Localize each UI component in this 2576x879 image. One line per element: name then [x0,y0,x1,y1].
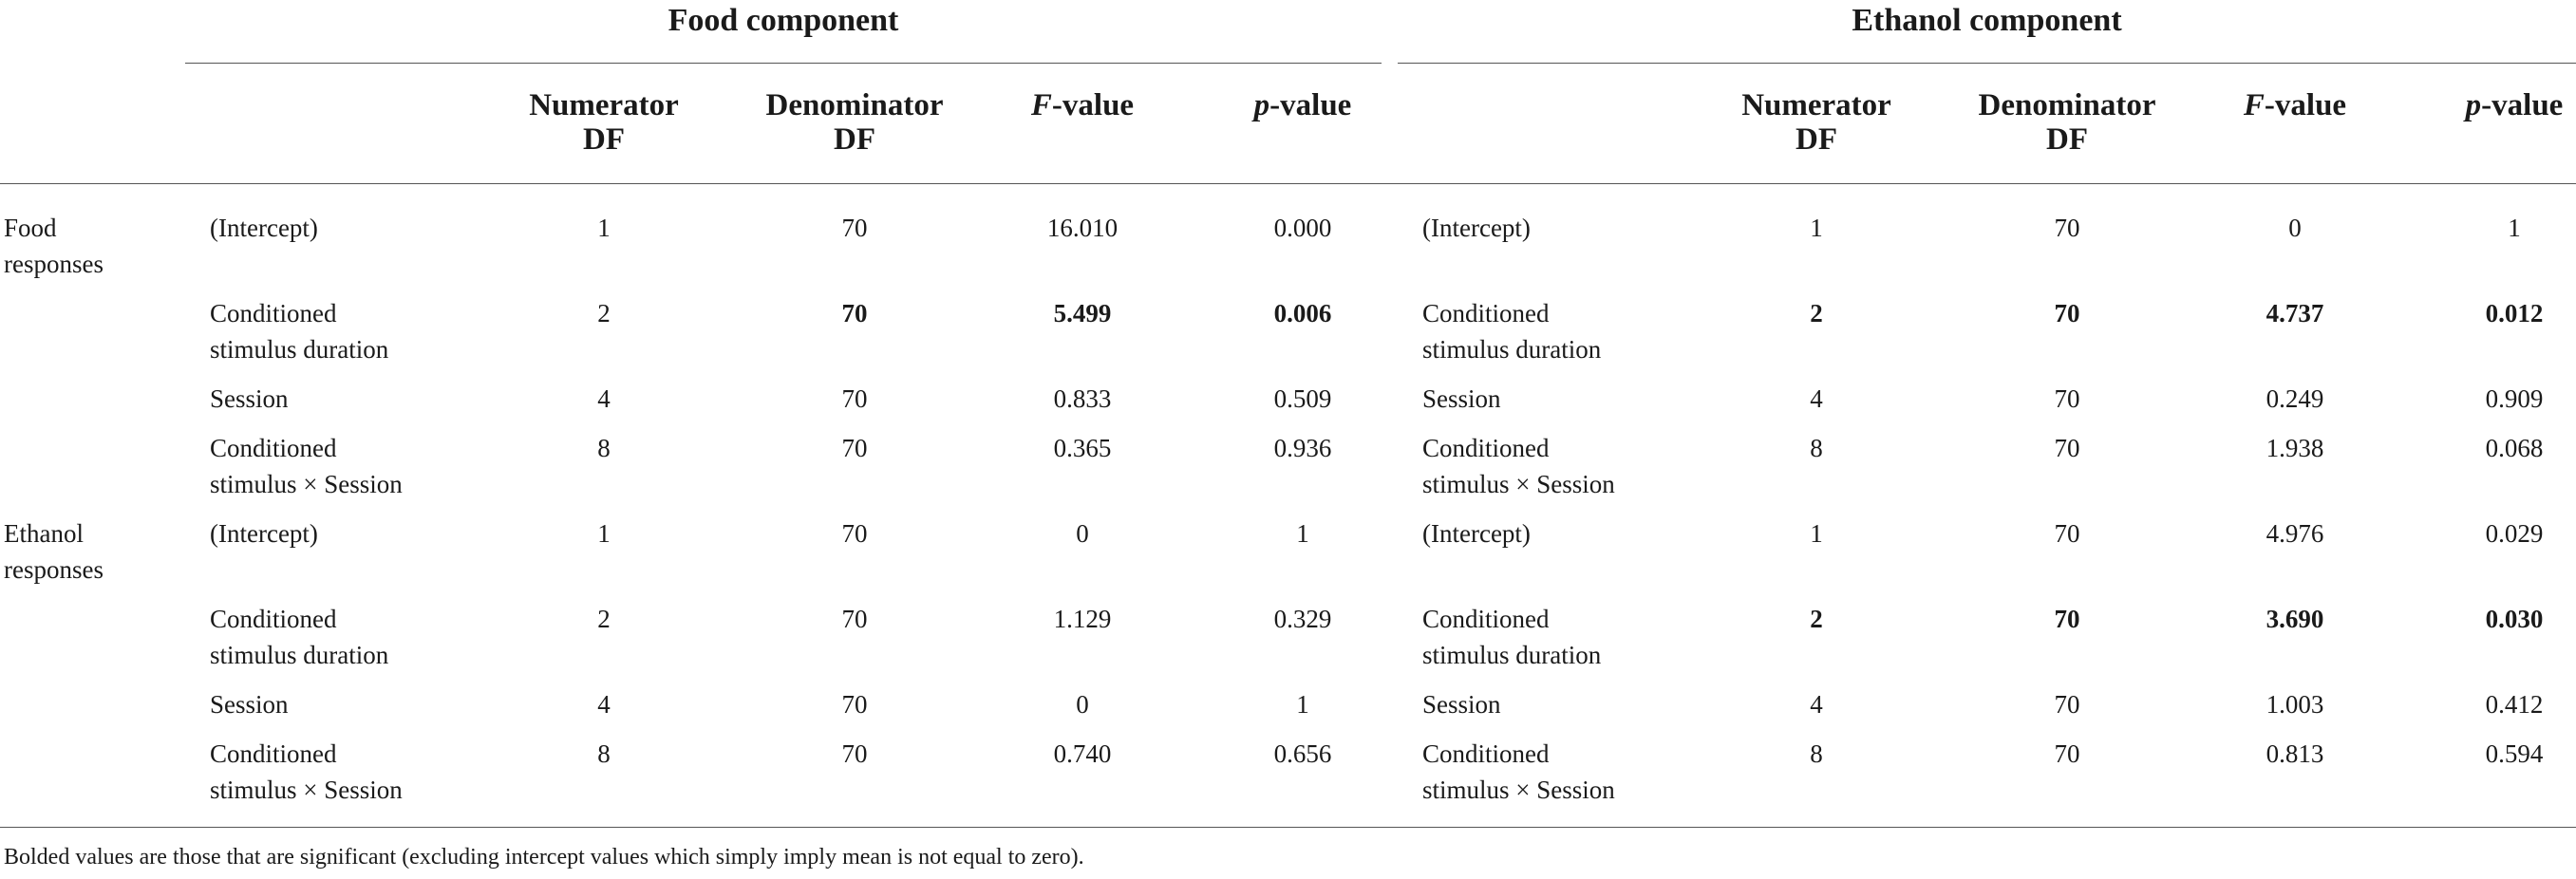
food-f-value-cell: 5.499 [1053,299,1112,327]
food-numerator-df-cell: 8 [597,434,611,462]
food-effect-label: Session [210,690,289,719]
food-numerator-df-cell: 2 [597,299,611,327]
ethanol-p-value-cell: 0.909 [2485,384,2544,413]
ethanol-denominator-df-header: Denominator DF [1978,88,2156,157]
food-denominator-df-cell: 70 [841,299,868,327]
ethanol-effect-label: Session [1422,690,1501,719]
ethanol-effect-label: Conditioned stimulus × Session [1422,739,1615,804]
bottom-rule [0,827,2576,828]
food-p-value-cell: 0.656 [1273,739,1332,768]
ethanol-f-value-cell: 1.003 [2266,690,2324,719]
food-f-value-cell: 0.833 [1053,384,1112,413]
ethanol-f-value-cell: 0.249 [2266,384,2324,413]
food-f-value-cell: 0.740 [1053,739,1112,768]
ethanol-denominator-df-cell: 70 [2054,605,2080,633]
food-numerator-df-cell: 4 [597,690,611,719]
ethanol-f-value-header: F-value [2243,88,2347,122]
ethanol-f-value-cell: 3.690 [2266,605,2324,633]
food-p-value-cell: 0.329 [1273,605,1332,633]
food-effect-label: (Intercept) [210,214,318,242]
ethanol-effect-label: Conditioned stimulus duration [1422,299,1602,364]
food-effect-label: Conditioned stimulus × Session [210,434,403,498]
ethanol-f-value-cell: 1.938 [2266,434,2324,462]
food-denominator-df-header: Denominator DF [765,88,944,157]
ethanol-f-value-cell: 0.813 [2266,739,2324,768]
ethanol-f-value-cell: 0 [2288,214,2302,242]
food-effect-label: Conditioned stimulus duration [210,299,389,364]
ethanol-p-value-cell: 0.012 [2485,299,2544,327]
ethanol-f-value-cell: 4.737 [2266,299,2324,327]
food-effect-label: Session [210,384,289,413]
food-p-value-cell: 0.000 [1273,214,1332,242]
ethanol-numerator-df-cell: 1 [1810,214,1823,242]
ethanol-numerator-df-cell: 4 [1810,690,1823,719]
ethanol-p-value-cell: 0.594 [2485,739,2544,768]
ethanol-effect-label: (Intercept) [1422,214,1531,242]
food-p-value-cell: 0.006 [1273,299,1332,327]
food-f-value-cell: 0 [1076,519,1089,548]
food-denominator-df-cell: 70 [841,384,868,413]
food-effect-label: Conditioned stimulus × Session [210,739,403,804]
ethanol-denominator-df-cell: 70 [2054,214,2080,242]
food-f-value-cell: 16.010 [1046,214,1119,242]
ethanol-effect-label: Conditioned stimulus × Session [1422,434,1615,498]
ethanol-effect-label: Conditioned stimulus duration [1422,605,1602,669]
food-denominator-df-cell: 70 [841,739,868,768]
ethanol-group-rule [1398,63,2576,64]
food-p-value-cell: 0.509 [1273,384,1332,413]
ethanol-denominator-df-cell: 70 [2054,739,2080,768]
ethanol-effect-label: (Intercept) [1422,519,1531,548]
ethanol-numerator-df-cell: 2 [1810,299,1823,327]
ethanol-numerator-df-cell: 4 [1810,384,1823,413]
ethanol-denominator-df-cell: 70 [2054,434,2080,462]
food-numerator-df-cell: 1 [597,214,611,242]
food-f-value-cell: 1.129 [1053,605,1112,633]
ethanol-denominator-df-cell: 70 [2054,384,2080,413]
ethanol-denominator-df-cell: 70 [2054,519,2080,548]
ethanol-component-title: Ethanol component [1852,3,2122,38]
ethanol-p-value-header: p-value [2465,88,2564,122]
food-f-value-cell: 0.365 [1053,434,1112,462]
ethanol-p-value-cell: 0.068 [2485,434,2544,462]
ethanol-p-value-cell: 1 [2508,214,2521,242]
ethanol-f-value-cell: 4.976 [2266,519,2324,548]
food-f-value-cell: 0 [1076,690,1089,719]
food-numerator-df-cell: 2 [597,605,611,633]
ethanol-numerator-df-cell: 1 [1810,519,1823,548]
food-numerator-df-cell: 4 [597,384,611,413]
food-denominator-df-cell: 70 [841,605,868,633]
food-denominator-df-cell: 70 [841,519,868,548]
food-p-value-cell: 0.936 [1273,434,1332,462]
ethanol-numerator-df-cell: 8 [1810,434,1823,462]
food-p-value-cell: 1 [1296,519,1309,548]
food-numerator-df-header: Numerator DF [529,88,679,157]
row-section-label: Ethanol responses [4,519,103,584]
food-denominator-df-cell: 70 [841,214,868,242]
ethanol-p-value-cell: 0.412 [2485,690,2544,719]
food-numerator-df-cell: 8 [597,739,611,768]
food-effect-label: Conditioned stimulus duration [210,605,389,669]
food-effect-label: (Intercept) [210,519,318,548]
table-footnote: Bolded values are those that are significant (excluding intercept values which simply imply mean is not equal to zero). [4,845,1084,870]
ethanol-denominator-df-cell: 70 [2054,299,2080,327]
ethanol-p-value-cell: 0.030 [2485,605,2544,633]
food-denominator-df-cell: 70 [841,690,868,719]
ethanol-effect-label: Session [1422,384,1501,413]
ethanol-numerator-df-cell: 2 [1810,605,1823,633]
ethanol-denominator-df-cell: 70 [2054,690,2080,719]
food-numerator-df-cell: 1 [597,519,611,548]
header-rule [0,183,2576,184]
row-section-label: Food responses [4,214,103,278]
food-p-value-cell: 1 [1296,690,1309,719]
food-denominator-df-cell: 70 [841,434,868,462]
food-p-value-header: p-value [1253,88,1352,122]
ethanol-p-value-cell: 0.029 [2485,519,2544,548]
ethanol-numerator-df-header: Numerator DF [1741,88,1891,157]
food-group-rule [185,63,1382,64]
food-f-value-header: F-value [1030,88,1135,122]
food-component-title: Food component [668,3,899,38]
ethanol-numerator-df-cell: 8 [1810,739,1823,768]
